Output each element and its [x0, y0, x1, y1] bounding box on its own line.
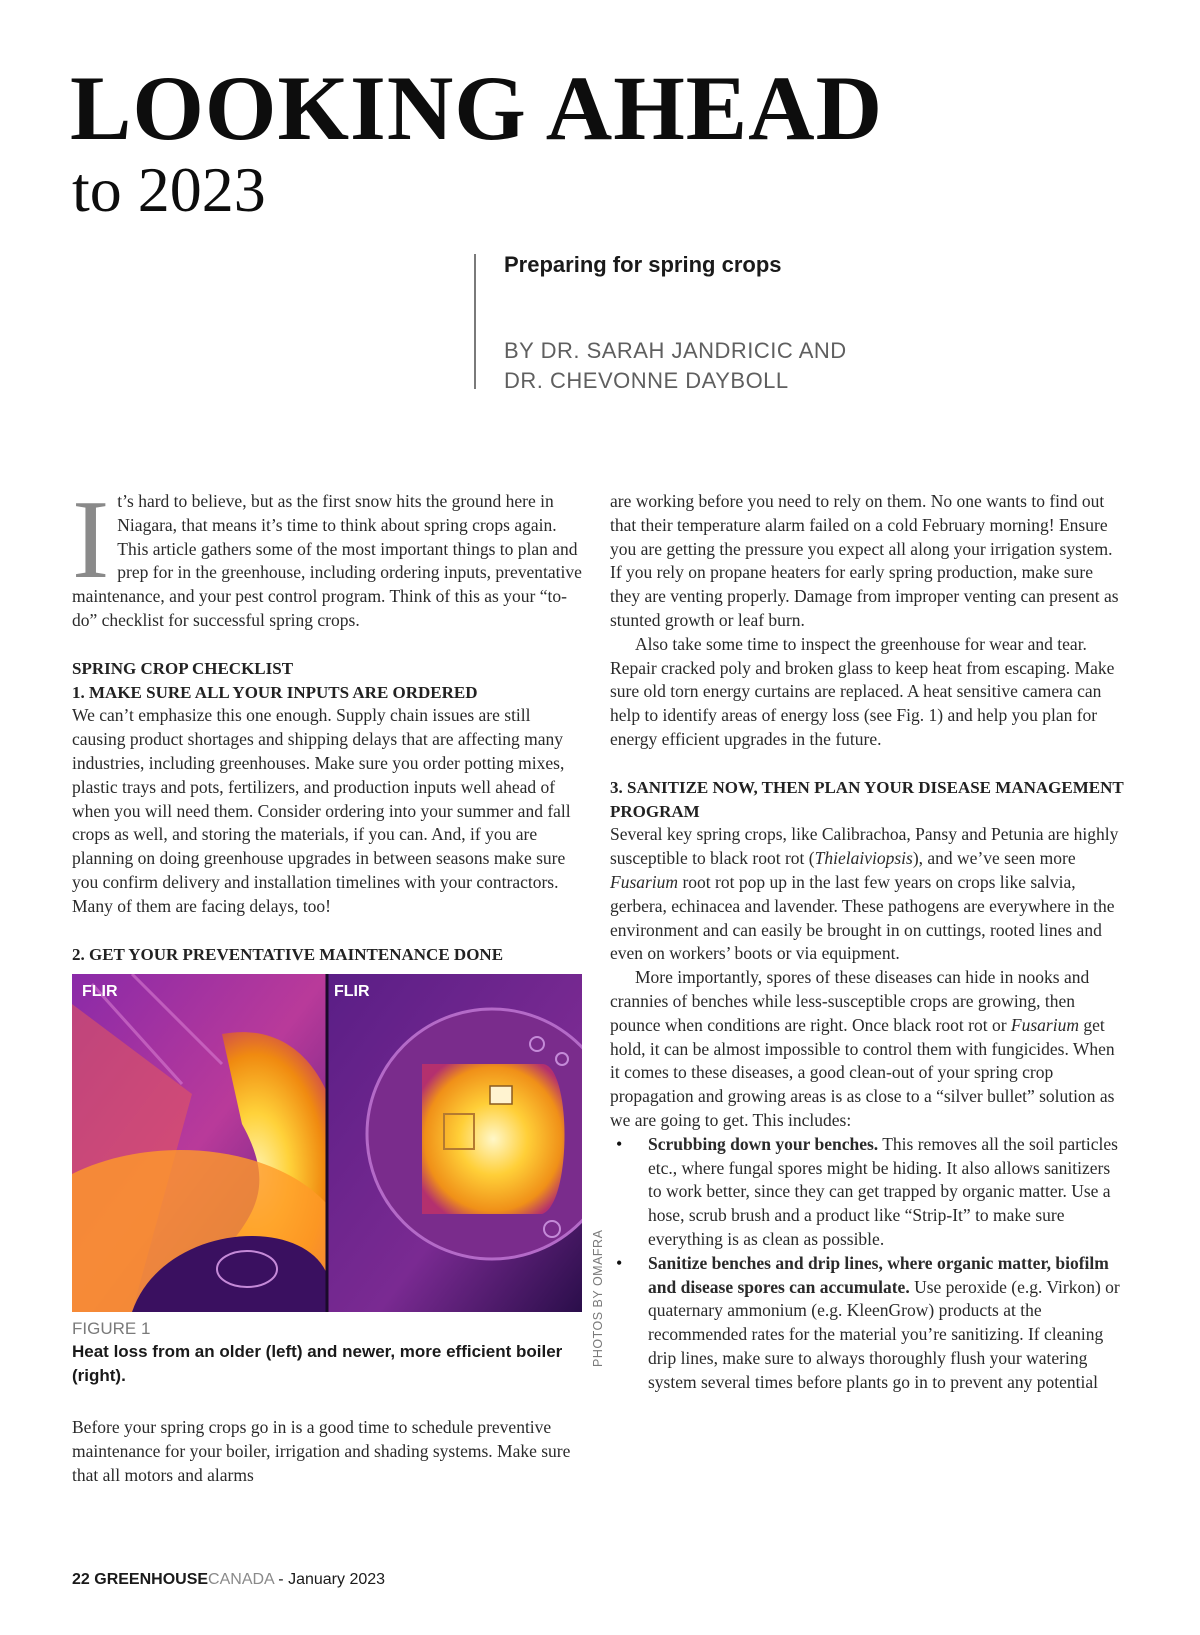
italic-run: Fusarium [610, 871, 679, 892]
right-column [610, 490, 1125, 1394]
page-number: 22 [72, 1571, 90, 1588]
article-title-year: to 2023 [72, 154, 266, 225]
section-2-text-cont: are working before you need to rely on them. No one wants to find out that their temperature alarm failed on a cold February morning! Ensure you are getting the pressure you expect all along your irrigation system. If you rely on propane heaters for early spring production, make sure they are venting properly. Damage from improper venting can present as stunted growth or leaf burn. [610, 491, 1119, 630]
byline-line-1: BY DR. SARAH JANDRICIC AND [504, 338, 847, 363]
section-1-text: We can’t emphasize this one enough. Supply chain issues are still causing product shortages and shipping delays that are affecting many industries, including greenhouses. Make sure you order potting mixes, plastic trays and pots, fertilizers, and production inputs well ahead of when you will need them. Consider ordering into your summer and fall crops as well, and storing the materials, if you can. And, if you are planning on doing greenhouse upgrades in between seasons make sure you confirm delivery and installation timelines with your contractors. Many of them are facing delays, too! [72, 705, 571, 916]
magazine-name: GREENHOUSE [94, 1571, 209, 1588]
italic-run: Fusarium [1010, 1014, 1079, 1035]
section-3-heading: 3. SANITIZE NOW, THEN PLAN YOUR DISEASE MANAGEMENT PROGRAM [610, 777, 1124, 821]
byline-line-2: DR. CHEVONNE DAYBOLL [504, 368, 789, 393]
list-item-lead: Scrubbing down your benches. [648, 1133, 879, 1154]
section-2-text: Before your spring crops go in is a good time to schedule preventive maintenance for your boiler, irrigation and shading systems. Make sure that all motors and alarms [72, 1417, 571, 1485]
checklist-heading: SPRING CROP CHECKLIST [72, 658, 294, 678]
list-item [610, 1252, 1125, 1395]
thermal-image [72, 974, 582, 1312]
flir-logo-right: FLIR [334, 983, 370, 1001]
list-item-text: This removes all the soil particles etc., where fungal spores might be hiding. It also allows sanitizers to work better, since they can get trapped by organic matter. Use a hose, scrub brush and a product like “Strip-It” to make sure everything is as clean as possible. [648, 1133, 1118, 1249]
page-footer [72, 1571, 385, 1589]
text-run: More importantly, spores of these diseases can hide in nooks and crannies of benches while less-susceptible crops are growing, then pounce when conditions are right. Once black root rot or [610, 967, 1090, 1035]
text-run: ), and we’ve seen more [912, 848, 1076, 869]
text-run: Several key spring crops, like Calibrachoa, Pansy and Petunia are highly susceptible to black root rot ( [610, 824, 1119, 869]
article-deck [474, 252, 954, 393]
issue-date: - January 2023 [278, 1571, 386, 1588]
article-subtitle: Preparing for spring crops [504, 252, 782, 277]
section-2-inspect-text: Also take some time to inspect the greenhouse for wear and tear. Repair cracked poly and broken glass to keep heat from escaping. Make sure old torn energy curtains are replaced. A heat sensitive camera can help to identify areas of energy loss (see Fig. 1) and help you plan for energy efficient upgrades in the future. [610, 633, 1115, 749]
byline [504, 336, 954, 396]
intro-paragraph [72, 478, 587, 633]
text-run: root rot pop up in the last few years on crops like salvia, gerbera, echinacea and lavender. These pathogens are everywhere in the environment and can easily be brought in on cuttings, rooted lines and even on workers’ boots or via equipment. [610, 871, 1115, 964]
list-item-text: Use peroxide (e.g. Virkon) or quaternary ammonium (e.g. KleenGrow) products at the recommended rates for the material you’re sanitizing. If cleaning drip lines, make sure to always thoroughly flush your watering system several times before plants go in to prevent any potential [648, 1276, 1120, 1392]
left-column [72, 478, 587, 1488]
section-1-heading: 1. MAKE SURE ALL YOUR INPUTS ARE ORDERED [72, 682, 478, 702]
article-title: LOOKING AHEAD [70, 57, 884, 159]
section-3-paragraph-1 [610, 823, 1125, 966]
list-item-lead: Sanitize benches and drip lines, where organic matter, biofilm and disease spores can accumulate. [648, 1252, 1109, 1297]
text-run: get hold, it can be almost impossible to control them with fungicides. When it comes to these diseases, a good clean-out of your spring crop propagation and growing areas is as close to a “silver bullet” solution as we are going to get. This includes: [610, 1014, 1115, 1130]
figure-caption: Heat loss from an older (left) and newer, more efficient boiler (right). [72, 1342, 563, 1386]
flir-logo-left: FLIR [82, 983, 118, 1001]
drop-cap: I [72, 478, 110, 602]
thermal-image-figure [72, 974, 582, 1312]
section-2-heading: 2. GET YOUR PREVENTATIVE MAINTENANCE DONE [72, 944, 504, 964]
list-item [610, 1133, 1125, 1252]
photo-credit-text: PHOTOS BY OMAFRA [591, 1229, 605, 1367]
italic-run: Thielaiviopsis [814, 848, 913, 869]
figure-label: FIGURE 1 [72, 1319, 151, 1339]
section-3-paragraph-2 [610, 966, 1125, 1133]
intro-text: t’s hard to believe, but as the first snow hits the ground here in Niagara, that means it’s time to think about spring crops again. This article gathers some of the most important things to plan and prep for in the greenhouse, including ordering inputs, preventative maintenance, and your pest control program. Think of this as your “to-do” checklist for successful spring crops. [72, 491, 582, 630]
magazine-name-suffix: CANADA [208, 1571, 274, 1588]
sanitize-list [610, 1133, 1125, 1395]
photo-credit [590, 1230, 608, 1370]
